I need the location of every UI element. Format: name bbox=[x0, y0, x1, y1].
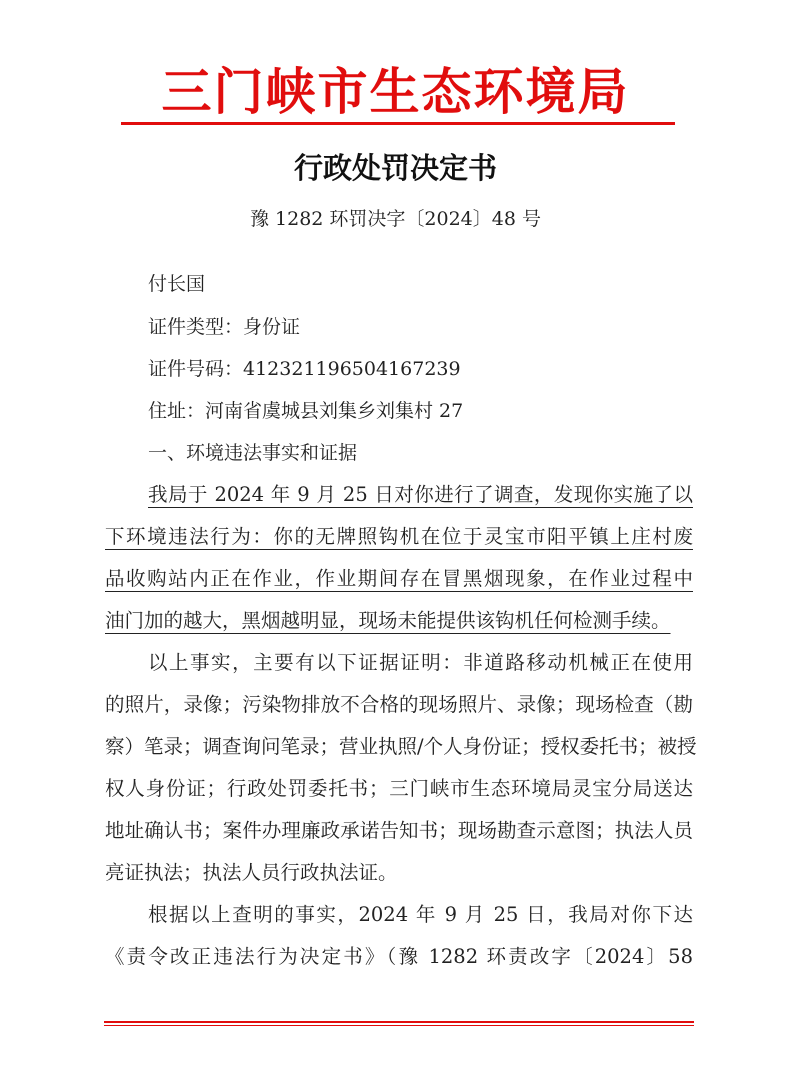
document-number: 豫 1282 环罚决字〔2024〕48 号 bbox=[249, 208, 541, 230]
evidence-line: 以上事实，主要有以下证据证明：非道路移动机械正在使用 bbox=[148, 651, 693, 674]
facts-line: 我局于 2024 年 9 月 25 日对你进行了调查，发现你实施了以 bbox=[148, 483, 693, 506]
header-red-rule bbox=[121, 122, 675, 125]
id-number: 证件号码：412321196504167239 bbox=[148, 358, 461, 380]
section-heading: 一、环境违法事实和证据 bbox=[148, 442, 358, 464]
document-title: 行政处罚决定书 bbox=[293, 151, 497, 185]
basis-line: 《责令改正违法行为决定书》（豫 1282 环责改字〔2024〕58 bbox=[105, 945, 693, 968]
evidence-line: 的照片，录像；污染物排放不合格的现场照片、录像；现场检查（勘 bbox=[105, 693, 693, 716]
facts-line: 油门加的越大，黑烟越明显，现场未能提供该钩机任何检测手续。 bbox=[105, 609, 671, 632]
facts-paragraph bbox=[105, 474, 693, 642]
evidence-line: 亮证执法；执法人员行政执法证。 bbox=[105, 861, 398, 884]
facts-line: 品收购站内正在作业，作业期间存在冒黑烟现象，在作业过程中 bbox=[105, 567, 693, 590]
id-type: 证件类型：身份证 bbox=[148, 316, 301, 338]
evidence-line: 权人身份证；行政处罚委托书；三门峡市生态环境局灵宝分局送达 bbox=[105, 777, 693, 800]
address: 住址：河南省虞城县刘集乡刘集村 27 bbox=[148, 400, 464, 422]
evidence-line: 地址确认书；案件办理廉政承诺告知书；现场勘查示意图；执法人员 bbox=[105, 819, 693, 842]
agency-header: 三门峡市生态环境局 bbox=[161, 63, 630, 121]
footer-red-rule bbox=[104, 1021, 694, 1026]
facts-line: 下环境违法行为：你的无牌照钩机在位于灵宝市阳平镇上庄村废 bbox=[105, 525, 693, 548]
basis-line: 根据以上查明的事实，2024 年 9 月 25 日，我局对你下达 bbox=[148, 903, 693, 926]
party-name: 付长国 bbox=[148, 273, 206, 295]
evidence-line: 察）笔录；调查询问笔录；营业执照/个人身份证；授权委托书；被授 bbox=[105, 735, 697, 758]
basis-paragraph bbox=[105, 894, 693, 978]
evidence-paragraph bbox=[105, 642, 697, 894]
